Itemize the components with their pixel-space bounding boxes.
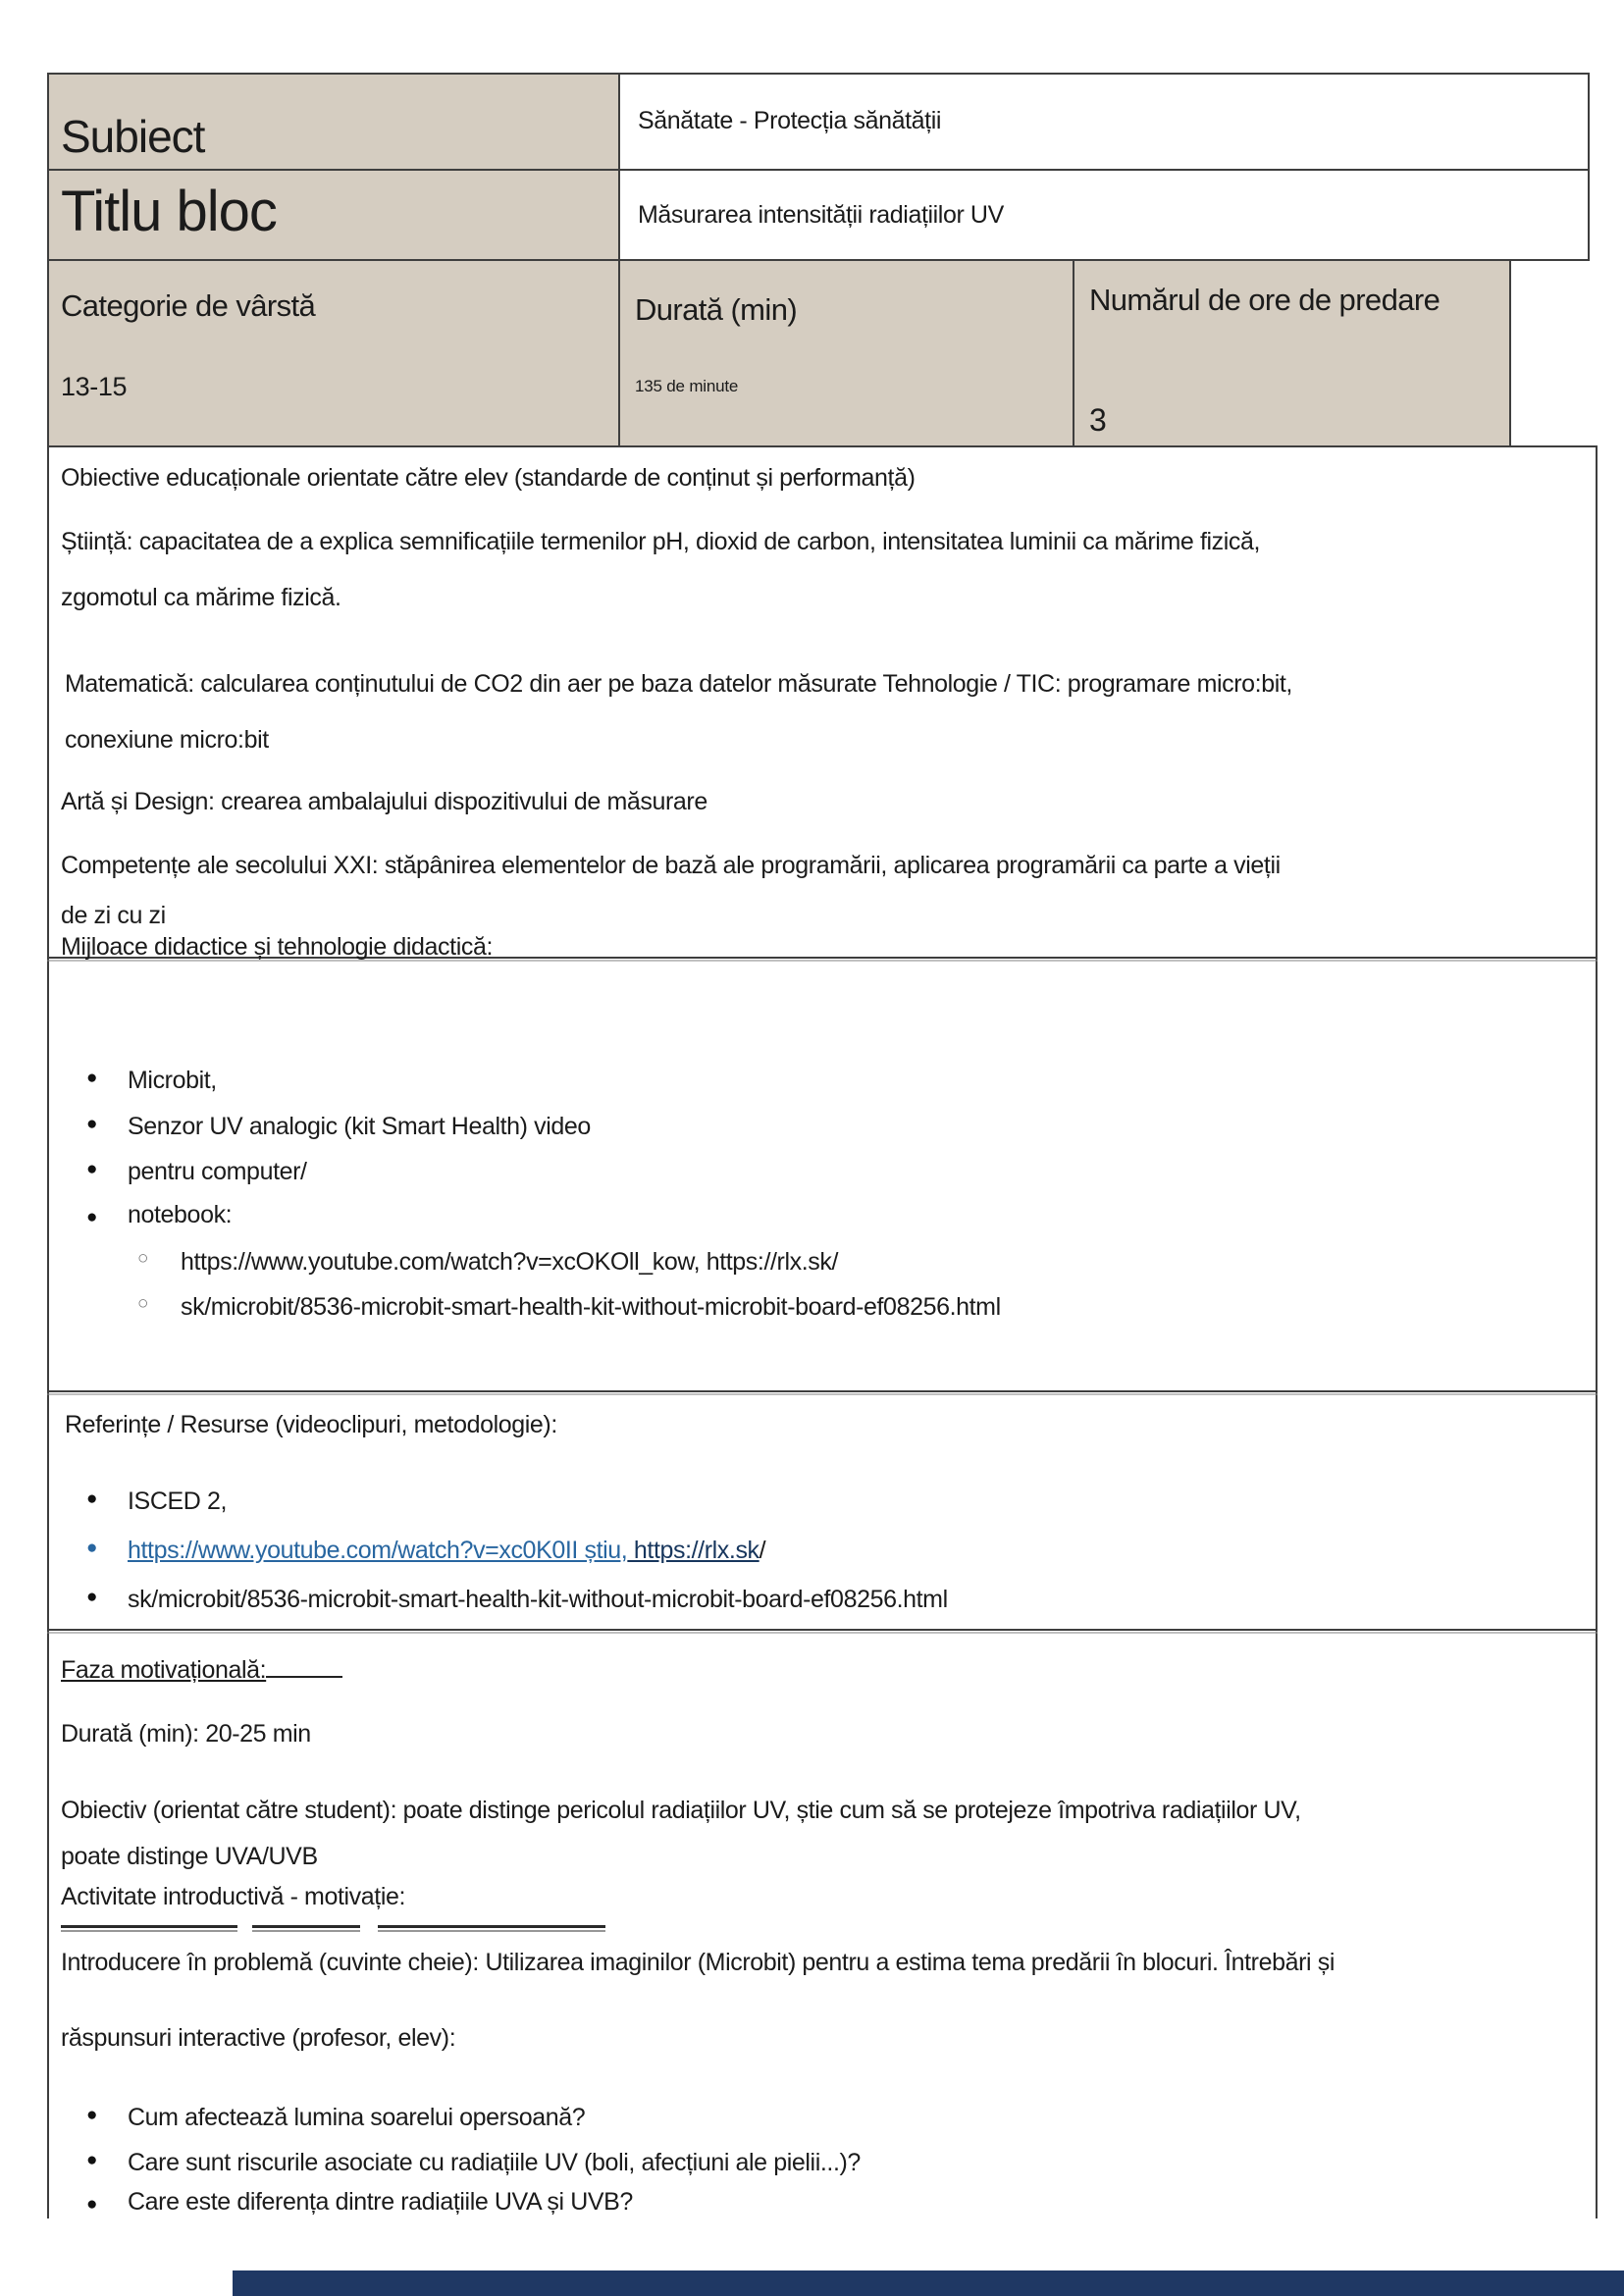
list-item — [86, 2104, 585, 2132]
didactic-title: Mijloace didactice și tehnologie didactică: — [61, 933, 494, 961]
subject-label-cell — [47, 73, 620, 171]
bullet-icon: ● — [86, 1159, 98, 1179]
didactic-subbullet-1: https://www.youtube.com/watch?v=xcOKOll_kow, https://rlx.sk/ — [181, 1248, 839, 1276]
objectives-science-line2: zgomotul ca mărime fizică. — [61, 584, 341, 611]
objectives-skills-line1: Competențe ale secolului XXI: stăpânirea elementelor de bază ale programării, aplicarea programării ca parte a vieții — [61, 852, 1281, 879]
references-bullet-isced: ISCED 2, — [128, 1487, 227, 1515]
row-separator-2 — [47, 1390, 1598, 1392]
motivation-objective-line2: poate distinge UVA/UVB — [61, 1843, 318, 1870]
didactic-bullet-1: Microbit, — [128, 1067, 217, 1094]
underline-extension — [266, 1650, 342, 1678]
duration-label: Durată (min) — [635, 292, 798, 327]
objectives-art-line: Artă și Design: crearea ambalajului dispozitivului de măsurare — [61, 788, 707, 815]
bullet-icon: ● — [86, 1068, 98, 1088]
didactic-bullet-4: notebook: — [128, 1201, 233, 1228]
objectives-title: Obiective educaționale orientate către elev (standarde de conținut și performanță) — [61, 464, 916, 492]
block-title-value-cell — [618, 169, 1590, 261]
subject-value: Sănătate - Protecția sănătății — [638, 107, 942, 134]
bullet-icon: ● — [86, 2150, 98, 2170]
didactic-bullet-3: pentru computer/ — [128, 1158, 307, 1185]
list-item — [86, 1537, 765, 1565]
bullet-icon: ● — [86, 1587, 98, 1607]
list-item — [86, 1586, 948, 1614]
bullet-icon: ● — [86, 2105, 98, 2125]
list-item — [86, 2149, 861, 2177]
subject-label: Subiect — [61, 111, 205, 162]
motivation-duration: Durată (min): 20-25 min — [61, 1720, 311, 1748]
bullet-icon: ● — [86, 2194, 98, 2215]
rlx-link[interactable]: https://rlx.sk — [627, 1537, 760, 1564]
age-category-cell — [47, 259, 620, 447]
references-title: Referințe / Resurse (videoclipuri, metodologie): — [65, 1411, 557, 1438]
next-section-header-bar — [233, 2270, 1624, 2296]
motivation-title-row — [61, 1650, 342, 1686]
didactic-bullet-2: Senzor UV analogic (kit Smart Health) video — [128, 1113, 591, 1140]
duration-value: 135 de minute — [635, 377, 739, 395]
blank-underline-segment — [61, 1925, 237, 1932]
teaching-hours-cell — [1073, 259, 1511, 447]
motivation-objective-line1: Obiectiv (orientat către student): poate distinge pericolul radiațiilor UV, știe cum să se protejeze împotriva radiațiilor UV, — [61, 1797, 1301, 1824]
motivation-intro-line2: răspunsuri interactive (profesor, elev): — [61, 2024, 456, 2052]
objectives-skills-line2: de zi cu zi — [61, 902, 166, 929]
bullet-icon: ● — [86, 1114, 98, 1134]
motivation-activity: Activitate introductivă - motivație: — [61, 1883, 406, 1910]
question-1: Cum afectează lumina soarelui opersoană? — [128, 2104, 586, 2131]
references-bullet-sk: sk/microbit/8536-microbit-smart-health-kit-without-microbit-board-ef08256.html — [128, 1586, 948, 1613]
circle-bullet-icon: ○ — [137, 1293, 149, 1314]
age-category-label: Categorie de vârstă — [61, 288, 316, 323]
list-item — [86, 1201, 232, 1229]
objectives-math-line1: Matematică: calcularea conținutului de CO2 din aer pe baza datelor măsurate Tehnologie / TIC: programare micro:bit, — [65, 670, 1292, 698]
bullet-icon: ● — [86, 1488, 98, 1509]
question-2: Care sunt riscurile asociate cu radiațiile UV (boli, afecțiuni ale pielii...)? — [128, 2149, 861, 2176]
blank-underline-segment — [378, 1925, 605, 1932]
block-title-label: Titlu bloc — [61, 180, 277, 243]
objectives-science-line1: Știință: capacitatea de a explica semnificațiile termenilor pH, dioxid de carbon, intensitatea luminii ca mărime fizică, — [61, 528, 1261, 555]
didactic-subbullet-2: sk/microbit/8536-microbit-smart-health-kit-without-microbit-board-ef08256.html — [181, 1293, 1001, 1321]
duration-cell — [618, 259, 1074, 447]
youtube-link[interactable]: https://www.youtube.com/watch?v=xc0K0II știu, — [128, 1537, 628, 1564]
list-item — [137, 1293, 1001, 1322]
circle-bullet-icon: ○ — [137, 1248, 149, 1269]
list-item — [86, 1487, 227, 1516]
list-item — [137, 1248, 838, 1277]
bullet-icon: ● — [86, 1207, 98, 1227]
question-3: Care este diferența dintre radiațiile UVA și UVB? — [128, 2188, 633, 2216]
list-item — [86, 1113, 591, 1141]
motivation-title: Faza motivațională: — [61, 1656, 267, 1684]
subject-value-cell — [618, 73, 1590, 171]
link-tail: / — [759, 1537, 766, 1564]
block-title-value: Măsurarea intensității radiațiilor UV — [638, 201, 1004, 229]
teaching-hours-value: 3 — [1089, 402, 1107, 438]
list-item — [86, 1067, 217, 1095]
list-item — [86, 2188, 633, 2217]
bullet-icon: ● — [86, 1538, 98, 1558]
block-title-label-cell — [47, 169, 620, 261]
row-separator-3 — [47, 1629, 1598, 1631]
age-category-value: 13-15 — [61, 372, 128, 401]
blank-underline-segment — [252, 1925, 360, 1932]
teaching-hours-label: Numărul de ore de predare — [1089, 283, 1441, 317]
motivation-intro-line1: Introducere în problemă (cuvinte cheie): Utilizarea imaginilor (Microbit) pentru a estima tema predării în blocuri. Întrebări și — [61, 1949, 1335, 1976]
objectives-math-line2: conexiune micro:bit — [65, 726, 269, 754]
list-item — [86, 1158, 307, 1186]
